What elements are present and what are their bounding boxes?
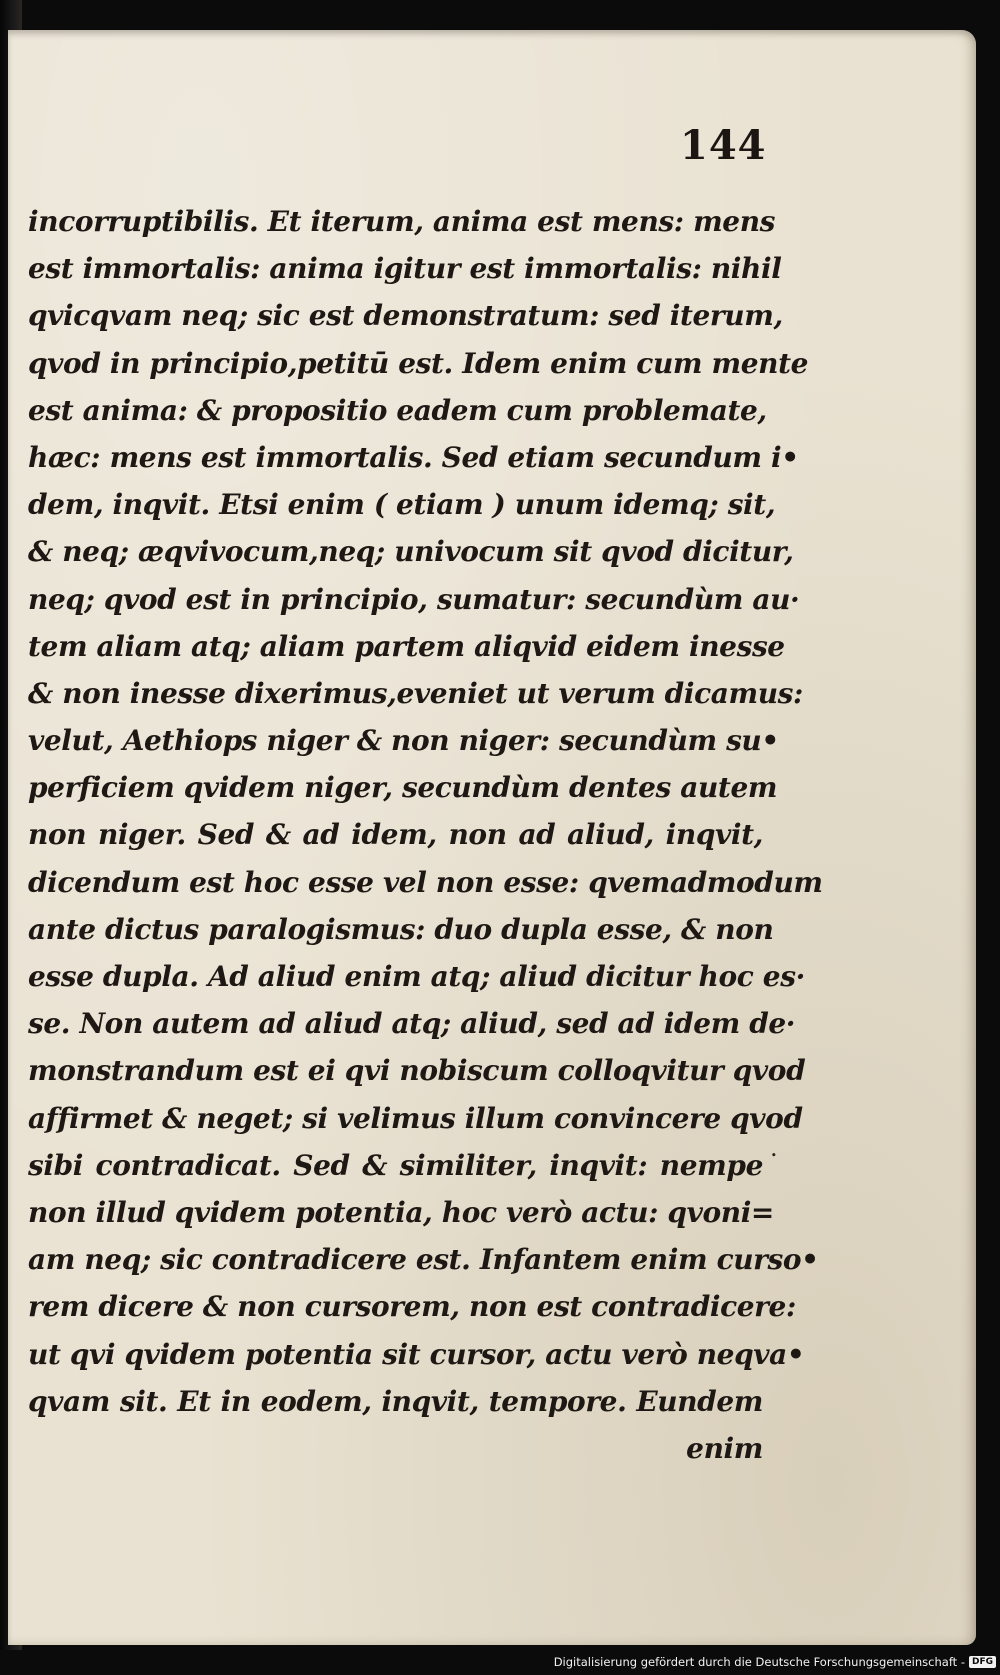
text-line: velut, Aethiops niger & non niger: secundùm su• xyxy=(28,724,779,758)
text-line: tem aliam atq; aliam partem aliqvid eidem inesse xyxy=(28,629,785,663)
text-line: qvod in principio,petitū est. Idem enim cum mente xyxy=(28,346,809,380)
text-block xyxy=(28,198,823,1472)
text-line: perficiem qvidem niger, secundùm dentes autem xyxy=(28,771,778,805)
text-line: dicendum est hoc esse vel non esse: qvemadmodum xyxy=(28,865,823,899)
book-page xyxy=(8,30,976,1645)
text-line: incorruptibilis. Et iterum, anima est mens: mens xyxy=(28,205,776,238)
text-line: non niger. Sed & ad idem, non ad aliud, inqvit, xyxy=(28,818,763,852)
text-line: ante dictus paralogismus: duo dupla esse, & non xyxy=(28,912,774,946)
text-line: sibi contradicat. Sed & similiter, inqvit: nempe xyxy=(28,1148,763,1182)
text-line: am neq; sic contradicere est. Infantem enim curso• xyxy=(28,1243,819,1277)
text-line: est immortalis: anima igitur est immortalis: nihil xyxy=(28,252,782,286)
text-line: hæc: mens est immortalis. Sed etiam secundum i• xyxy=(28,440,799,474)
text-line: esse dupla. Ad aliud enim atq; aliud dicitur hoc es· xyxy=(28,960,805,993)
text-line: qvam sit. Et in eodem, inqvit, tempore. Eundem xyxy=(28,1384,763,1418)
text-line: se. Non autem ad aliud atq; aliud, sed ad idem de· xyxy=(28,1007,796,1041)
text-line: qvicqvam neq; sic est demonstratum: sed iterum, xyxy=(28,299,783,333)
text-line: dem, inqvit. Etsi enim ( etiam ) unum idemq; sit, xyxy=(28,488,776,522)
footer-text: Digitalisierung gefördert durch die Deutsche Forschungsgemeinschaft - xyxy=(553,1655,965,1669)
text-line: ut qvi qvidem potentia sit cursor, actu verò neqva• xyxy=(28,1337,805,1371)
text-line: & neq; æqvivocum,neq; univocum sit qvod dicitur, xyxy=(28,535,794,569)
text-line: affirmet & neget; si velimus illum convincere qvod xyxy=(28,1101,803,1135)
text-line: est anima: & propositio eadem cum problemate, xyxy=(28,393,767,427)
footer-credit xyxy=(554,1653,996,1671)
text-line: monstrandum est ei qvi nobiscum colloqvitur qvod xyxy=(28,1054,806,1088)
catchword: enim xyxy=(686,1431,763,1465)
text-line: neq; qvod est in principio, sumatur: secundùm au· xyxy=(28,582,800,616)
margin-mark: . xyxy=(770,1134,778,1162)
text-line: rem dicere & non cursorem, non est contradicere: xyxy=(28,1290,796,1324)
dfg-logo: DFG xyxy=(969,1656,996,1668)
page-number: 144 xyxy=(680,122,767,169)
text-line: non illud qvidem potentia, hoc verò actu: qvoni= xyxy=(28,1195,774,1229)
text-line: & non inesse dixerimus,eveniet ut verum dicamus: xyxy=(28,676,803,710)
